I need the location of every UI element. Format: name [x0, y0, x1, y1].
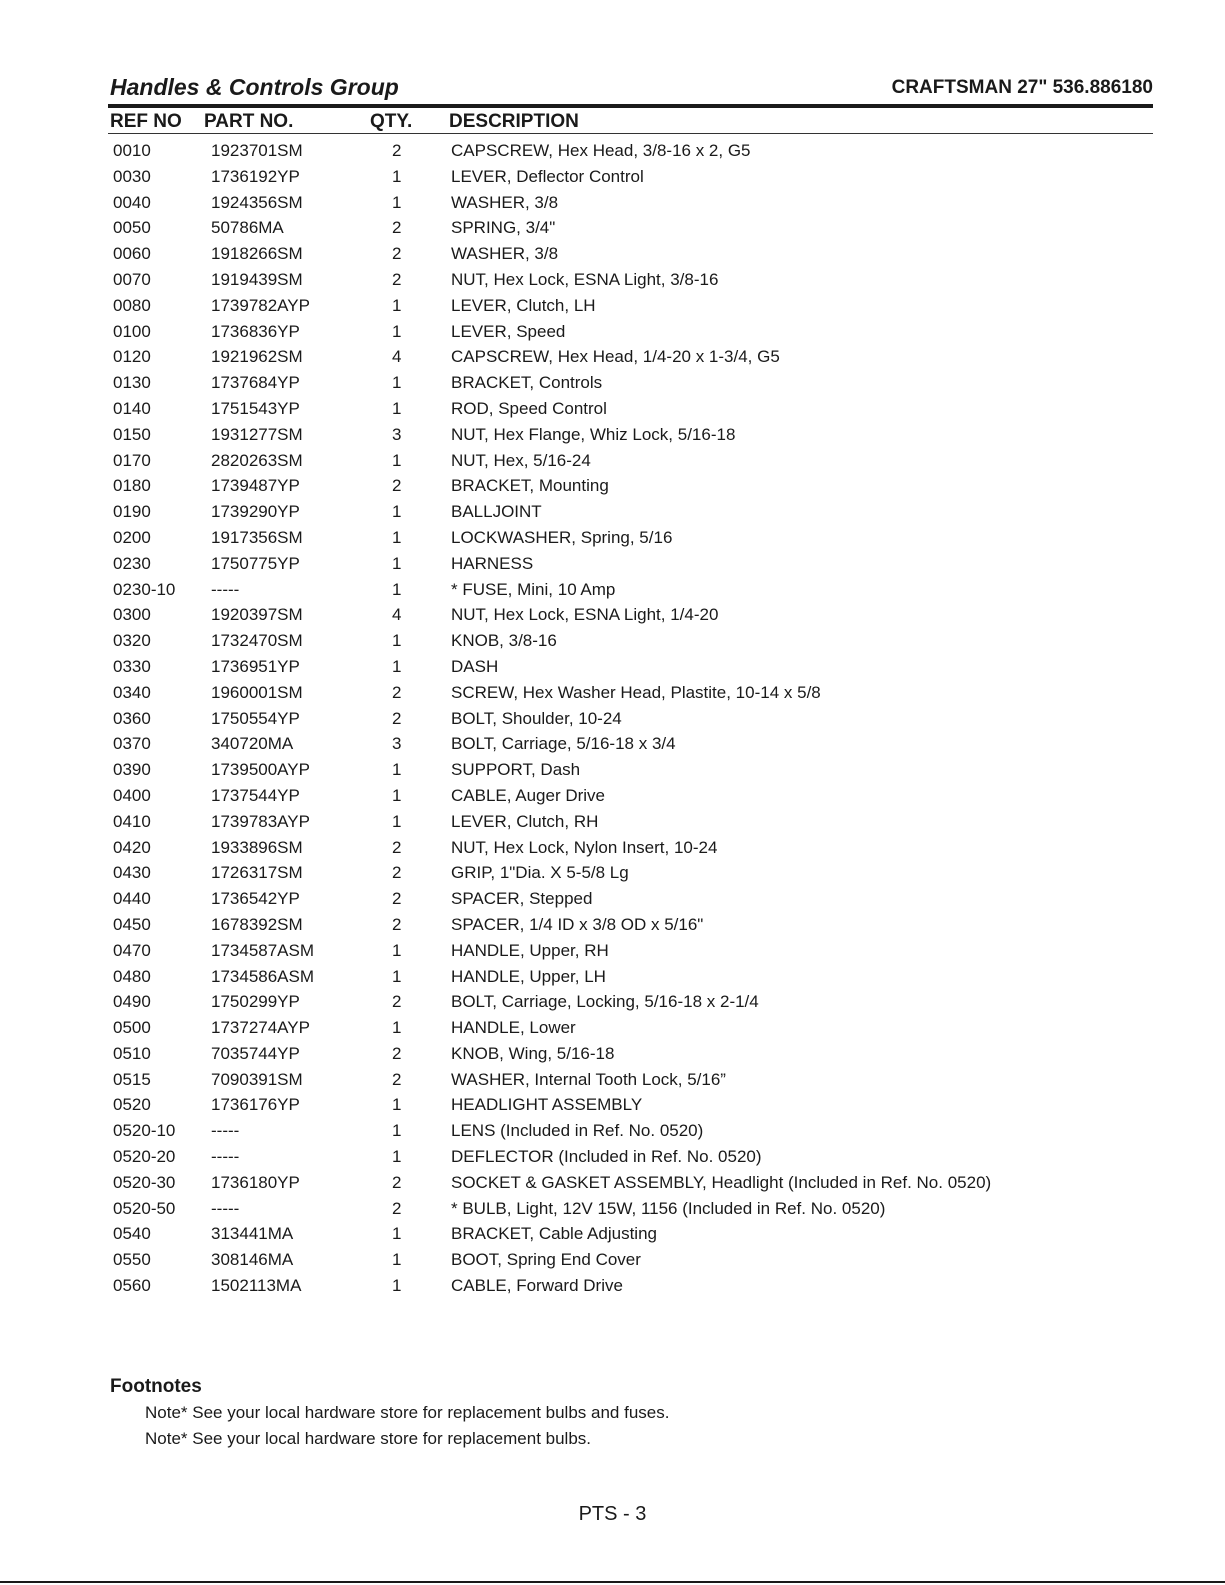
cell-ref-no: 0490	[113, 992, 151, 1012]
cell-ref-no: 0560	[113, 1276, 151, 1296]
cell-ref-no: 0010	[113, 141, 151, 160]
table-row	[0, 655, 1225, 681]
column-header-qty: QTY.	[370, 111, 413, 132]
footnote: Note* See your local hardware store for replacement bulbs.	[145, 1429, 592, 1448]
cell-description: HANDLE, Upper, RH	[451, 940, 609, 960]
cell-ref-no: 0420	[113, 837, 151, 857]
cell-part-no: 1737684YP	[211, 373, 300, 393]
cell-qty: 1	[392, 553, 402, 573]
cell-description: HANDLE, Upper, LH	[451, 966, 606, 986]
cell-part-no: 1726317SM	[211, 863, 303, 883]
cell-part-no: 1502113MA	[211, 1276, 302, 1296]
table-row	[0, 836, 1225, 862]
cell-qty: 1	[392, 1224, 402, 1244]
cell-description: HARNESS	[451, 553, 534, 573]
cell-description: SPRING, 3/4"	[451, 218, 556, 238]
bottom-rule	[0, 1581, 1225, 1583]
cell-part-no: 1739783AYP	[211, 811, 310, 831]
cell-description: CAPSCREW, Hex Head, 1/4-20 x 1-3/4, G5	[451, 347, 780, 367]
cell-qty: 2	[392, 837, 402, 857]
cell-qty: 1	[392, 656, 402, 676]
cell-ref-no: 0360	[113, 708, 151, 728]
table-row	[0, 965, 1225, 991]
cell-description: BOLT, Carriage, Locking, 5/16-18 x 2-1/4	[451, 992, 759, 1012]
cell-ref-no: 0410	[113, 811, 151, 831]
cell-part-no: 1751543YP	[211, 398, 300, 418]
page-number: PTS - 3	[578, 1503, 647, 1525]
table-row	[0, 681, 1225, 707]
cell-part-no: 313441MA	[211, 1224, 294, 1244]
table-row	[0, 345, 1225, 371]
footnotes-title: Footnotes	[110, 1376, 202, 1397]
cell-ref-no: 0520	[113, 1095, 151, 1115]
cell-description: NUT, Hex Flange, Whiz Lock, 5/16-18	[451, 424, 736, 444]
cell-ref-no: 0440	[113, 889, 151, 909]
table-row	[0, 578, 1225, 604]
cell-description: LENS (Included in Ref. No. 0520)	[451, 1121, 704, 1141]
cell-qty: 2	[392, 914, 402, 934]
table-row	[0, 810, 1225, 836]
cell-description: LOCKWASHER, Spring, 5/16	[451, 527, 673, 547]
cell-ref-no: 0230-10	[113, 579, 176, 599]
table-row	[0, 758, 1225, 784]
table-row	[0, 191, 1225, 217]
cell-qty: 1	[392, 579, 402, 599]
cell-part-no: 1750554YP	[211, 708, 300, 728]
cell-qty: 4	[392, 347, 402, 367]
cell-part-no: 1918266SM	[211, 244, 303, 264]
table-row	[0, 526, 1225, 552]
cell-qty: 2	[392, 889, 402, 909]
footnote: Note* See your local hardware store for replacement bulbs and fuses.	[145, 1403, 670, 1422]
cell-qty: 1	[392, 192, 402, 212]
cell-description: BOOT, Spring End Cover	[451, 1250, 641, 1270]
cell-description: LEVER, Clutch, RH	[451, 811, 599, 831]
cell-qty: 1	[392, 785, 402, 805]
table-row	[0, 732, 1225, 758]
cell-description: SCREW, Hex Washer Head, Plastite, 10-14 x 5/8	[451, 682, 821, 702]
cell-qty: 1	[392, 373, 402, 393]
cell-part-no: 1739290YP	[211, 502, 300, 522]
table-row	[0, 1248, 1225, 1274]
cell-part-no: 1734587ASM	[211, 940, 315, 960]
cell-qty: 2	[392, 992, 402, 1012]
cell-part-no: -----	[211, 1121, 240, 1141]
table-row	[0, 887, 1225, 913]
table-row	[0, 629, 1225, 655]
cell-description: BRACKET, Cable Adjusting	[451, 1224, 657, 1244]
group-title: Handles & Controls Group	[110, 74, 399, 100]
cell-qty: 1	[392, 295, 402, 315]
cell-qty: 2	[392, 682, 402, 702]
cell-description: * BULB, Light, 12V 15W, 1156 (Included in Ref. No. 0520)	[451, 1198, 886, 1218]
cell-qty: 1	[392, 398, 402, 418]
cell-qty: 3	[392, 424, 402, 444]
cell-ref-no: 0390	[113, 760, 151, 780]
cell-description: DEFLECTOR (Included in Ref. No. 0520)	[451, 1147, 762, 1167]
cell-qty: 1	[392, 760, 402, 780]
cell-part-no: 1678392SM	[211, 914, 303, 934]
cell-description: SPACER, Stepped	[451, 889, 593, 909]
cell-ref-no: 0300	[113, 605, 151, 625]
cell-description: LEVER, Deflector Control	[451, 166, 644, 186]
cell-ref-no: 0200	[113, 527, 151, 547]
table-row	[0, 242, 1225, 268]
cell-ref-no: 0370	[113, 734, 151, 754]
cell-ref-no: 0510	[113, 1043, 151, 1063]
cell-ref-no: 0500	[113, 1018, 151, 1038]
cell-ref-no: 0480	[113, 966, 151, 986]
cell-ref-no: 0520-10	[113, 1121, 176, 1141]
cell-ref-no: 0150	[113, 424, 151, 444]
cell-part-no: 1732470SM	[211, 631, 303, 651]
cell-ref-no: 0450	[113, 914, 151, 934]
cell-part-no: 1734586ASM	[211, 966, 315, 986]
cell-qty: 1	[392, 321, 402, 341]
cell-part-no: -----	[211, 1147, 240, 1167]
cell-description: BRACKET, Controls	[451, 373, 603, 393]
column-header-ref: REF NO	[110, 111, 182, 132]
cell-description: WASHER, 3/8	[451, 244, 559, 264]
header-rule	[108, 104, 1153, 108]
cell-ref-no: 0340	[113, 682, 151, 702]
cell-ref-no: 0230	[113, 553, 151, 573]
cell-qty: 1	[392, 811, 402, 831]
cell-qty: 2	[392, 476, 402, 496]
cell-qty: 4	[392, 605, 402, 625]
table-row	[0, 861, 1225, 887]
cell-ref-no: 0170	[113, 450, 151, 470]
model-title: CRAFTSMAN 27" 536.886180	[891, 77, 1153, 98]
cell-ref-no: 0190	[113, 502, 151, 522]
cell-part-no: 1750775YP	[211, 553, 300, 573]
cell-qty: 1	[392, 527, 402, 547]
cell-ref-no: 0430	[113, 863, 151, 883]
cell-part-no: 1736180YP	[211, 1172, 300, 1192]
cell-qty: 1	[392, 966, 402, 986]
cell-qty: 1	[392, 166, 402, 186]
cell-ref-no: 0550	[113, 1250, 151, 1270]
cell-description: HANDLE, Lower	[451, 1018, 576, 1038]
cell-part-no: 1736192YP	[211, 166, 300, 186]
cell-qty: 1	[392, 1018, 402, 1038]
cell-part-no: 1917356SM	[211, 527, 303, 547]
table-row	[0, 1068, 1225, 1094]
cell-part-no: -----	[211, 1198, 240, 1218]
cell-description: NUT, Hex Lock, ESNA Light, 3/8-16	[451, 269, 719, 289]
cell-qty: 2	[392, 218, 402, 238]
table-row	[0, 165, 1225, 191]
cell-description: WASHER, 3/8	[451, 192, 559, 212]
column-header-part: PART NO.	[204, 111, 294, 132]
cell-part-no: 1924356SM	[211, 192, 303, 212]
cell-description: BALLJOINT	[451, 502, 542, 522]
table-row	[0, 449, 1225, 475]
cell-qty: 1	[392, 1276, 402, 1296]
cell-qty: 1	[392, 502, 402, 522]
table-row	[0, 294, 1225, 320]
cell-qty: 2	[392, 1172, 402, 1192]
table-row	[0, 1145, 1225, 1171]
cell-description: BOLT, Carriage, 5/16-18 x 3/4	[451, 734, 676, 754]
cell-qty: 1	[392, 1250, 402, 1270]
cell-qty: 1	[392, 940, 402, 960]
table-row	[0, 423, 1225, 449]
cell-description: SOCKET & GASKET ASSEMBLY, Headlight (Included in Ref. No. 0520)	[451, 1172, 992, 1192]
cell-ref-no: 0120	[113, 347, 151, 367]
cell-description: HEADLIGHT ASSEMBLY	[451, 1095, 643, 1115]
cell-ref-no: 0520-20	[113, 1147, 176, 1167]
table-row	[0, 139, 1225, 165]
cell-description: WASHER, Internal Tooth Lock, 5/16”	[451, 1069, 726, 1089]
table-row	[0, 603, 1225, 629]
table-row	[0, 320, 1225, 346]
cell-part-no: 1933896SM	[211, 837, 303, 857]
cell-qty: 1	[392, 1147, 402, 1167]
cell-part-no: 2820263SM	[211, 450, 303, 470]
cell-description: GRIP, 1"Dia. X 5-5/8 Lg	[451, 863, 629, 883]
cell-qty: 1	[392, 1095, 402, 1115]
cell-description: KNOB, Wing, 5/16-18	[451, 1043, 615, 1063]
cell-description: CAPSCREW, Hex Head, 3/8-16 x 2, G5	[451, 141, 751, 160]
table-row	[0, 1093, 1225, 1119]
cell-description: NUT, Hex, 5/16-24	[451, 450, 591, 470]
cell-part-no: 1931277SM	[211, 424, 303, 444]
cell-part-no: -----	[211, 579, 240, 599]
cell-description: BRACKET, Mounting	[451, 476, 609, 496]
cell-qty: 2	[392, 244, 402, 264]
table-row	[0, 552, 1225, 578]
table-row	[0, 474, 1225, 500]
cell-ref-no: 0070	[113, 269, 151, 289]
table-row	[0, 1119, 1225, 1145]
cell-ref-no: 0050	[113, 218, 151, 238]
cell-part-no: 1736836YP	[211, 321, 300, 341]
cell-qty: 2	[392, 708, 402, 728]
cell-part-no: 1960001SM	[211, 682, 303, 702]
cell-description: ROD, Speed Control	[451, 398, 607, 418]
table-row	[0, 1171, 1225, 1197]
cell-ref-no: 0515	[113, 1069, 151, 1089]
table-row	[0, 1042, 1225, 1068]
cell-qty: 1	[392, 631, 402, 651]
cell-qty: 2	[392, 1198, 402, 1218]
cell-description: BOLT, Shoulder, 10-24	[451, 708, 622, 728]
cell-description: NUT, Hex Lock, ESNA Light, 1/4-20	[451, 605, 719, 625]
cell-part-no: 7035744YP	[211, 1043, 300, 1063]
cell-part-no: 50786MA	[211, 218, 284, 238]
table-row	[0, 268, 1225, 294]
table-row	[0, 1197, 1225, 1223]
cell-part-no: 1736542YP	[211, 889, 300, 909]
cell-description: NUT, Hex Lock, Nylon Insert, 10-24	[451, 837, 718, 857]
page-header	[110, 74, 1153, 102]
cell-ref-no: 0400	[113, 785, 151, 805]
table-row	[0, 939, 1225, 965]
table-row	[0, 1222, 1225, 1248]
cell-part-no: 1750299YP	[211, 992, 300, 1012]
cell-ref-no: 0320	[113, 631, 151, 651]
cell-qty: 2	[392, 1043, 402, 1063]
cell-ref-no: 0330	[113, 656, 151, 676]
cell-description: SUPPORT, Dash	[451, 760, 581, 780]
table-row	[0, 397, 1225, 423]
cell-part-no: 1736951YP	[211, 656, 300, 676]
table-row	[0, 216, 1225, 242]
cell-ref-no: 0100	[113, 321, 151, 341]
cell-description: KNOB, 3/8-16	[451, 631, 557, 651]
table-row	[0, 1016, 1225, 1042]
cell-ref-no: 0180	[113, 476, 151, 496]
cell-ref-no: 0520-30	[113, 1172, 176, 1192]
cell-qty: 1	[392, 1121, 402, 1141]
cell-qty: 1	[392, 450, 402, 470]
cell-ref-no: 0040	[113, 192, 151, 212]
table-row	[0, 500, 1225, 526]
cell-part-no: 340720MA	[211, 734, 294, 754]
cell-part-no: 1739500AYP	[211, 760, 310, 780]
cell-ref-no: 0060	[113, 244, 151, 264]
cell-qty: 2	[392, 141, 402, 160]
table-row	[0, 990, 1225, 1016]
table-row	[0, 707, 1225, 733]
cell-part-no: 1921962SM	[211, 347, 303, 367]
parts-table	[0, 139, 1225, 1300]
cell-description: CABLE, Auger Drive	[451, 785, 606, 805]
column-header-description: DESCRIPTION	[449, 111, 579, 132]
table-row	[0, 1274, 1225, 1300]
cell-description: SPACER, 1/4 ID x 3/8 OD x 5/16"	[451, 914, 704, 934]
cell-description: CABLE, Forward Drive	[451, 1276, 623, 1296]
cell-ref-no: 0540	[113, 1224, 151, 1244]
cell-description: LEVER, Clutch, LH	[451, 295, 596, 315]
cell-part-no: 1739487YP	[211, 476, 300, 496]
cell-part-no: 1739782AYP	[211, 295, 310, 315]
cell-ref-no: 0520-50	[113, 1198, 176, 1218]
column-header-rule	[108, 133, 1153, 134]
cell-qty: 3	[392, 734, 402, 754]
cell-part-no: 1920397SM	[211, 605, 303, 625]
cell-description: * FUSE, Mini, 10 Amp	[451, 579, 616, 599]
cell-qty: 2	[392, 269, 402, 289]
cell-part-no: 1736176YP	[211, 1095, 300, 1115]
cell-description: DASH	[451, 656, 499, 676]
cell-part-no: 1923701SM	[211, 141, 303, 160]
cell-qty: 2	[392, 1069, 402, 1089]
cell-qty: 2	[392, 863, 402, 883]
cell-ref-no: 0080	[113, 295, 151, 315]
table-row	[0, 784, 1225, 810]
cell-ref-no: 0030	[113, 166, 151, 186]
cell-ref-no: 0130	[113, 373, 151, 393]
cell-ref-no: 0470	[113, 940, 151, 960]
cell-ref-no: 0140	[113, 398, 151, 418]
cell-part-no: 1737544YP	[211, 785, 300, 805]
cell-part-no: 1919439SM	[211, 269, 303, 289]
cell-part-no: 7090391SM	[211, 1069, 303, 1089]
cell-description: LEVER, Speed	[451, 321, 566, 341]
cell-part-no: 1737274AYP	[211, 1018, 310, 1038]
cell-part-no: 308146MA	[211, 1250, 294, 1270]
table-row	[0, 371, 1225, 397]
table-row	[0, 913, 1225, 939]
